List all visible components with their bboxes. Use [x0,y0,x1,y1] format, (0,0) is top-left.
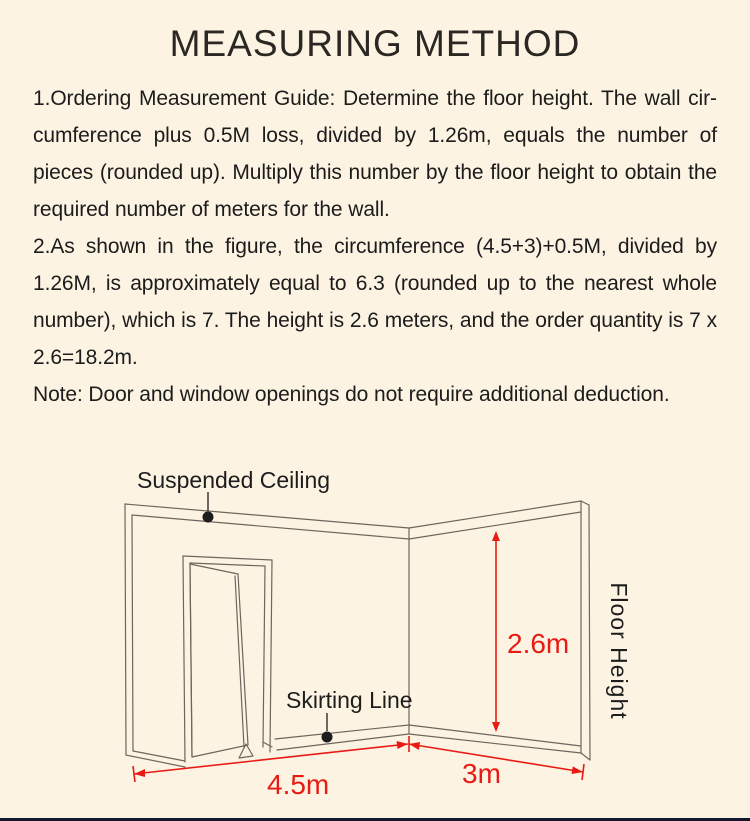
door-frame-right [270,560,272,752]
instruction-step-1: 1.Ordering Measurement Guide: Determine the floor height. The wall circumference plus 0.5M loss, divided by 1.26m, equals the number of pieces (rounded up). Multiply this number by the floor height to obtain the required number of meters for the wall. [33,87,717,221]
floor-height-label: Floor Height [606,582,632,720]
height-arrow-up [492,531,500,541]
suspended-ceiling-label: Suspended Ceiling [137,467,331,493]
right-wall-top-cap [581,501,589,505]
right-wall-ceiling-top-line [409,501,581,528]
left-wall-bottom-edge-left [126,755,185,767]
right-width-arrow-right [572,766,584,774]
skirting-line-callout [286,687,413,743]
right-width-arrow-left [409,742,420,750]
instruction-note: Note: Door and window openings do not require additional deduction. [33,383,670,406]
left-wall-ceiling-top-line [125,504,409,528]
suspended-ceiling-callout [137,467,330,523]
door-frame-top-inner [190,563,265,566]
door [183,556,272,762]
left-width-arrow-right [397,741,408,749]
height-arrow-down [492,722,500,732]
right-wall-outer-edge [589,505,590,760]
right-wall-bottom-edge [409,734,581,753]
left-wall-ceiling-bottom-line [132,515,409,539]
right-width-dimension-value: 3m [462,758,501,789]
dimension-right-width [409,742,584,789]
dimension-left-width [133,736,409,800]
door-frame-right-inner [263,566,265,747]
instruction-step-2: 2.As shown in the figure, the circumference (4.5+3)+0.5M, divided by 1.26M, is approximately equal to 6.3 (rounded up to the nearest whole number), which is 7. The height is 2.6 meters, and the order quantity is 7 x 2.6=18.2m. [33,235,717,369]
suspended-ceiling-dot [203,512,214,523]
door-frame-top [183,556,272,560]
page-title: MEASURING METHOD [169,23,581,64]
dimension-height [492,531,569,732]
height-dimension-value: 2.6m [507,628,570,659]
room-measurement-diagram [0,430,750,818]
skirting-line-label: Skirting Line [286,687,413,713]
left-wall-skirting-left [133,751,185,761]
left-wall-inner-edge [132,515,133,751]
left-width-dimension-value: 4.5m [267,769,330,800]
room-diagram-svg [0,430,750,818]
left-wall-outer-edge [125,504,126,755]
left-width-arrow-left [134,769,145,777]
skirting-line-dot [322,732,333,743]
left-wall [125,504,409,767]
right-wall-bottom-cap [581,753,590,760]
instructions-block [33,80,717,413]
door-frame-left [183,556,185,762]
